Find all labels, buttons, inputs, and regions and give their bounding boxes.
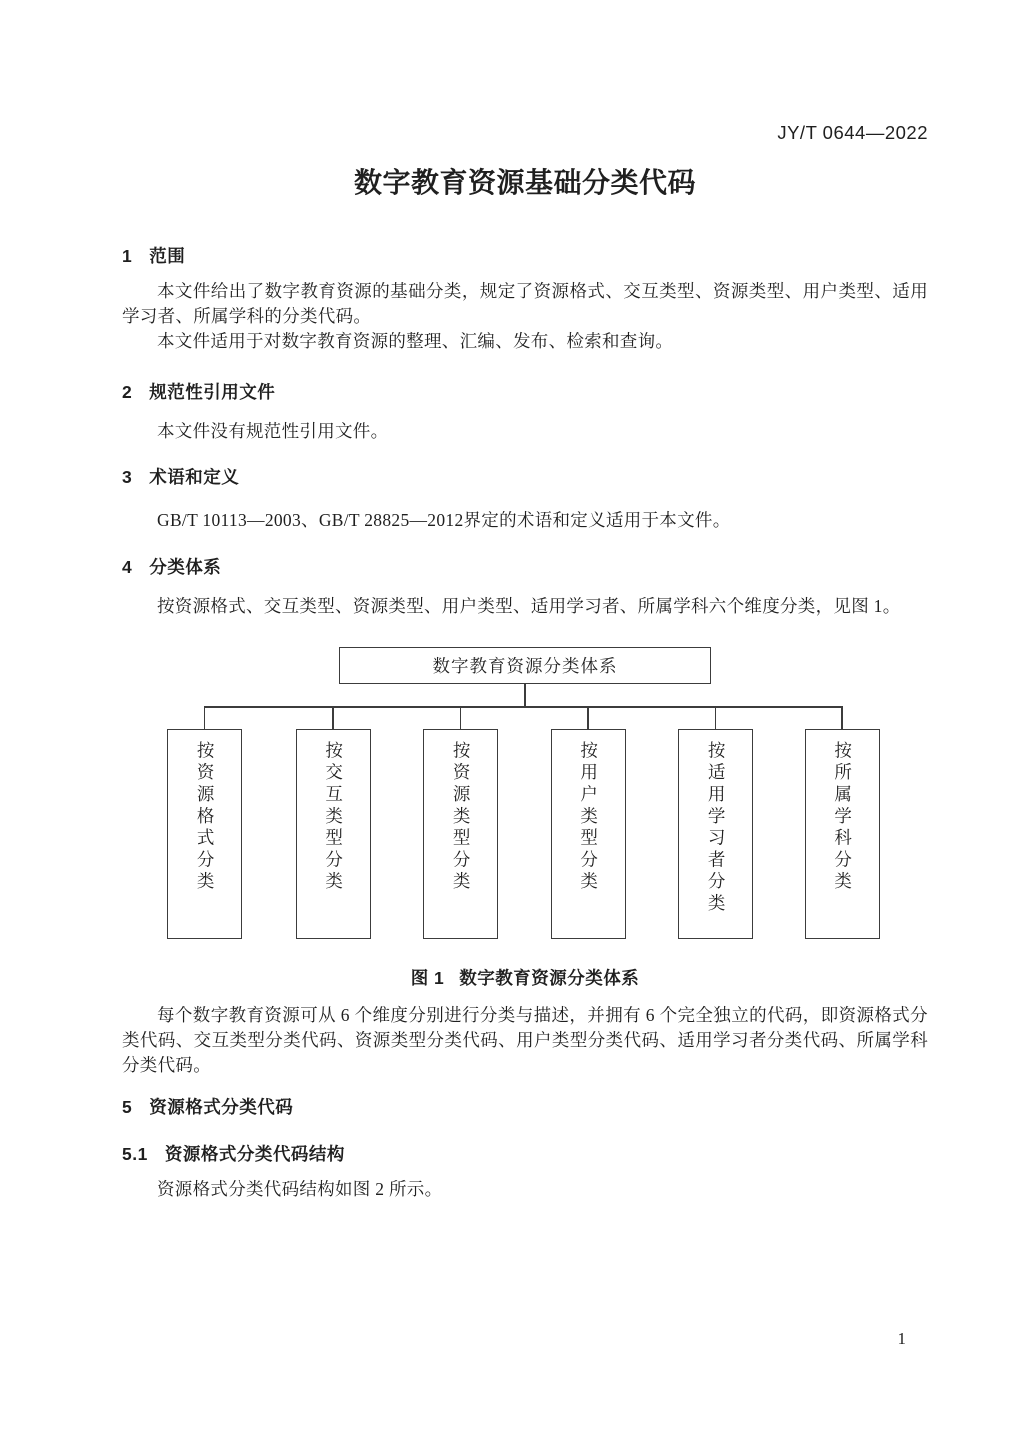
section-4-paragraph-1: 按资源格式、交互类型、资源类型、用户类型、适用学习者、所属学科六个维度分类，见图 1。 bbox=[157, 596, 901, 616]
section-5-heading bbox=[122, 1095, 928, 1120]
section-2-title: 规范性引用文件 bbox=[149, 382, 276, 402]
section-3-paragraph-1: GB/T 10113—2003、GB/T 28825—2012界定的术语和定义适用于本文件。 bbox=[157, 510, 731, 530]
figure-1-caption-label: 图 1 bbox=[410, 968, 445, 988]
section-4-number: 4 bbox=[122, 557, 133, 577]
connector-stub-line bbox=[587, 706, 589, 729]
diagram-branch-user-type bbox=[551, 729, 626, 939]
connector-stub-line bbox=[332, 706, 334, 729]
section-2-paragraph-1: 本文件没有规范性引用文件。 bbox=[157, 421, 389, 441]
page-content bbox=[122, 0, 928, 1202]
diagram-root-node: 数字教育资源分类体系 bbox=[339, 647, 711, 684]
section-3-title: 术语和定义 bbox=[149, 467, 240, 487]
branch-label: 按所属学科分类 bbox=[832, 741, 853, 894]
section-2-heading bbox=[122, 380, 928, 405]
section-1-heading bbox=[122, 244, 928, 269]
connector-stub-line bbox=[841, 706, 843, 729]
section-5-1-paragraph-1: 资源格式分类代码结构如图 2 所示。 bbox=[157, 1179, 443, 1199]
figure-1-caption bbox=[122, 966, 928, 991]
connector-trunk-line bbox=[524, 684, 526, 706]
section-5-1-title: 资源格式分类代码结构 bbox=[164, 1144, 345, 1164]
connector-stub-line bbox=[204, 706, 206, 729]
section-5-1-number: 5.1 bbox=[122, 1144, 148, 1164]
diagram-branch-interaction-type bbox=[296, 729, 371, 939]
diagram-branch-subject bbox=[805, 729, 880, 939]
section-5-1-heading bbox=[122, 1142, 928, 1167]
figure-1-caption-text: 数字教育资源分类体系 bbox=[459, 968, 640, 988]
section-5-number: 5 bbox=[122, 1097, 133, 1117]
standard-code: JY/T 0644—2022 bbox=[777, 122, 928, 143]
diagram-branch-target-learner bbox=[678, 729, 753, 939]
section-1-title: 范围 bbox=[149, 246, 186, 266]
branch-label: 按适用学习者分类 bbox=[706, 741, 727, 916]
connector-stub-line bbox=[460, 706, 462, 729]
page-number: 1 bbox=[897, 1329, 906, 1348]
section-5-title: 资源格式分类代码 bbox=[149, 1097, 294, 1117]
branch-label: 按资源类型分类 bbox=[451, 741, 472, 894]
branch-label: 按交互类型分类 bbox=[323, 741, 344, 894]
branch-label: 按用户类型分类 bbox=[578, 741, 599, 894]
section-4-paragraph-2: 每个数字教育资源可从 6 个维度分别进行分类与描述，并拥有 6 个完全独立的代码，即资源格式分类代码、交互类型分类代码、资源类型分类代码、用户类型分类代码、适用学习者分类代码、所属学科分类代码。 bbox=[122, 1005, 928, 1075]
section-3-number: 3 bbox=[122, 467, 133, 487]
section-1-number: 1 bbox=[122, 246, 133, 266]
diagram-branch-resource-type bbox=[423, 729, 498, 939]
diagram-branch-resource-format bbox=[167, 729, 242, 939]
section-1-paragraph-1: 本文件给出了数字教育资源的基础分类，规定了资源格式、交互类型、资源类型、用户类型、适用学习者、所属学科的分类代码。 bbox=[122, 281, 928, 326]
figure-1-diagram bbox=[122, 647, 928, 939]
section-3-heading bbox=[122, 465, 928, 490]
branch-label: 按资源格式分类 bbox=[195, 741, 216, 894]
section-2-number: 2 bbox=[122, 382, 133, 402]
connector-stub-line bbox=[715, 706, 717, 729]
section-4-heading bbox=[122, 555, 928, 580]
section-4-title: 分类体系 bbox=[149, 557, 222, 577]
document-title: 数字教育资源基础分类代码 bbox=[353, 167, 696, 198]
connector-horizontal-line bbox=[204, 706, 843, 708]
section-1-paragraph-2: 本文件适用于对数字教育资源的整理、汇编、发布、检索和查询。 bbox=[157, 331, 674, 351]
